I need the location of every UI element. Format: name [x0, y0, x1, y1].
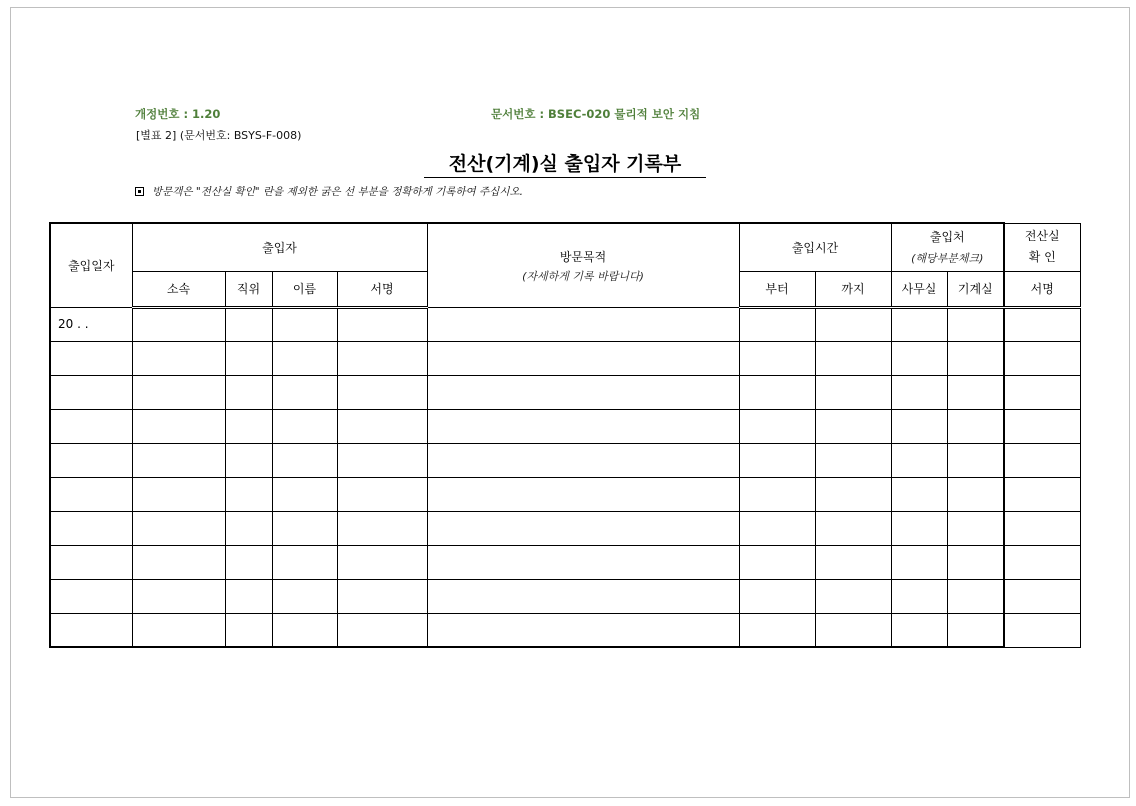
affiliation-cell[interactable] [132, 579, 225, 613]
signature-cell[interactable] [337, 477, 427, 511]
name-cell[interactable] [272, 307, 337, 341]
entry-date-cell[interactable] [50, 511, 132, 545]
time-from-cell[interactable] [739, 341, 815, 375]
page-title: 전산(기계)실 출입자 기록부 [424, 149, 706, 178]
notice-line [135, 184, 523, 199]
machine-room-check-cell[interactable] [947, 579, 1004, 613]
annex-label: [별표 2] (문서번호: BSYS-F-008) [136, 129, 302, 142]
signature-cell[interactable] [337, 341, 427, 375]
office-check-cell[interactable] [891, 375, 947, 409]
time-from-cell[interactable] [739, 579, 815, 613]
header-row-1 [50, 223, 1080, 271]
machine-room-check-cell[interactable] [947, 443, 1004, 477]
confirm-signature-cell[interactable] [1004, 307, 1080, 341]
affiliation-cell[interactable] [132, 477, 225, 511]
position-cell[interactable] [225, 579, 272, 613]
confirm-signature-cell[interactable] [1004, 477, 1080, 511]
entry-date-cell[interactable] [50, 477, 132, 511]
confirm-signature-cell[interactable] [1004, 579, 1080, 613]
name-cell[interactable] [272, 477, 337, 511]
bullet-square-icon [135, 187, 144, 196]
office-check-cell[interactable] [891, 579, 947, 613]
name-header: 이름 [272, 271, 337, 307]
office-check-cell[interactable] [891, 477, 947, 511]
signature-cell[interactable] [337, 375, 427, 409]
position-cell[interactable] [225, 545, 272, 579]
time-from-cell[interactable] [739, 477, 815, 511]
visitor-log-table [49, 222, 1081, 648]
visit-purpose-cell[interactable] [427, 579, 739, 613]
machine-room-header: 기계실 [947, 271, 1004, 307]
machine-room-check-cell[interactable] [947, 341, 1004, 375]
name-cell[interactable] [272, 511, 337, 545]
time-from-cell[interactable] [739, 443, 815, 477]
visit-purpose-cell[interactable] [427, 307, 739, 341]
visit-purpose-cell[interactable] [427, 613, 739, 647]
affiliation-cell[interactable] [132, 613, 225, 647]
entry-place-note: (해당부분체크) [911, 252, 984, 266]
name-cell[interactable] [272, 409, 337, 443]
confirm-line-1: 전산실 [1024, 229, 1060, 243]
document-reference: 문서번호 : BSEC-020 물리적 보안 지침 [491, 107, 701, 121]
log-row [50, 375, 1080, 409]
office-check-cell[interactable] [891, 443, 947, 477]
visitor-header: 출입자 [132, 223, 427, 271]
confirm-signature-cell[interactable] [1004, 443, 1080, 477]
position-cell[interactable] [225, 409, 272, 443]
machine-room-check-cell[interactable] [947, 409, 1004, 443]
entry-date-cell[interactable] [50, 613, 132, 647]
revision-number: 개정번호 : 1.20 [135, 107, 221, 121]
entry-date-header: 출입일자 [50, 223, 132, 307]
visit-purpose-header [427, 223, 739, 307]
affiliation-cell[interactable] [132, 443, 225, 477]
log-row [50, 443, 1080, 477]
log-row [50, 341, 1080, 375]
time-from-cell[interactable] [739, 375, 815, 409]
machine-room-check-cell[interactable] [947, 613, 1004, 647]
affiliation-cell[interactable] [132, 511, 225, 545]
entry-date-cell[interactable] [50, 409, 132, 443]
office-check-cell[interactable] [891, 307, 947, 341]
name-cell[interactable] [272, 375, 337, 409]
office-check-cell[interactable] [891, 341, 947, 375]
log-row [50, 409, 1080, 443]
signature-cell[interactable] [337, 443, 427, 477]
signature-cell[interactable] [337, 307, 427, 341]
name-cell[interactable] [272, 341, 337, 375]
entry-date-cell[interactable] [50, 579, 132, 613]
machine-room-check-cell[interactable] [947, 307, 1004, 341]
affiliation-cell[interactable] [132, 307, 225, 341]
entry-date-cell[interactable] [50, 375, 132, 409]
signature-cell[interactable] [337, 409, 427, 443]
position-cell[interactable] [225, 307, 272, 341]
visit-purpose-cell[interactable] [427, 477, 739, 511]
affiliation-cell[interactable] [132, 375, 225, 409]
position-cell[interactable] [225, 443, 272, 477]
entry-time-header: 출입시간 [739, 223, 891, 271]
time-from-cell[interactable] [739, 613, 815, 647]
machine-room-check-cell[interactable] [947, 375, 1004, 409]
office-check-cell[interactable] [891, 545, 947, 579]
time-to-header: 까지 [815, 271, 891, 307]
confirm-signature-cell[interactable] [1004, 375, 1080, 409]
entry-place-label: 출입처 [929, 230, 965, 245]
time-from-cell[interactable] [739, 545, 815, 579]
name-cell[interactable] [272, 613, 337, 647]
time-to-cell[interactable] [815, 443, 891, 477]
visit-purpose-cell[interactable] [427, 443, 739, 477]
time-to-cell[interactable] [815, 579, 891, 613]
machine-room-check-cell[interactable] [947, 477, 1004, 511]
entry-date-cell[interactable] [50, 443, 132, 477]
affiliation-cell[interactable] [132, 409, 225, 443]
time-from-cell[interactable] [739, 409, 815, 443]
signature-cell[interactable] [337, 613, 427, 647]
position-cell[interactable] [225, 511, 272, 545]
confirm-line-2: 확 인 [1028, 250, 1056, 264]
position-cell[interactable] [225, 375, 272, 409]
log-row [50, 477, 1080, 511]
time-to-cell[interactable] [815, 511, 891, 545]
name-cell[interactable] [272, 545, 337, 579]
position-header: 직위 [225, 271, 272, 307]
visit-purpose-cell[interactable] [427, 341, 739, 375]
affiliation-header: 소속 [132, 271, 225, 307]
visit-purpose-note: (자세하게 기록 바랍니다) [522, 269, 644, 283]
office-header: 사무실 [891, 271, 947, 307]
time-to-cell[interactable] [815, 477, 891, 511]
affiliation-cell[interactable] [132, 545, 225, 579]
visit-purpose-cell[interactable] [427, 409, 739, 443]
notice-text: 방문객은 "전산실 확인" 란을 제외한 굵은 선 부분을 정확하게 기록하여 주십시오. [152, 186, 523, 198]
affiliation-cell[interactable] [132, 341, 225, 375]
time-from-cell[interactable] [739, 511, 815, 545]
name-cell[interactable] [272, 443, 337, 477]
time-to-cell[interactable] [815, 613, 891, 647]
entry-date-cell[interactable]: 20 . . [50, 307, 132, 341]
time-from-header: 부터 [739, 271, 815, 307]
computer-room-confirm-header [1004, 223, 1080, 271]
entry-date-cell[interactable] [50, 545, 132, 579]
time-from-cell[interactable] [739, 307, 815, 341]
signature-cell[interactable] [337, 579, 427, 613]
time-to-cell[interactable] [815, 409, 891, 443]
office-check-cell[interactable] [891, 613, 947, 647]
name-cell[interactable] [272, 579, 337, 613]
visit-purpose-cell[interactable] [427, 375, 739, 409]
signature-header: 서명 [337, 271, 427, 307]
confirm-signature-cell[interactable] [1004, 341, 1080, 375]
visit-purpose-cell[interactable] [427, 511, 739, 545]
visit-purpose-label: 방문목적 [559, 249, 607, 264]
log-row [50, 545, 1080, 579]
confirm-signature-cell[interactable] [1004, 409, 1080, 443]
log-body [50, 307, 1080, 647]
log-row [50, 579, 1080, 613]
visit-purpose-cell[interactable] [427, 545, 739, 579]
machine-room-check-cell[interactable] [947, 545, 1004, 579]
confirm-signature-header: 서명 [1004, 271, 1080, 307]
time-to-cell[interactable] [815, 545, 891, 579]
entry-date-cell[interactable] [50, 341, 132, 375]
entry-place-header [891, 223, 1004, 271]
office-check-cell[interactable] [891, 409, 947, 443]
confirm-signature-cell[interactable] [1004, 511, 1080, 545]
time-to-cell[interactable] [815, 307, 891, 341]
log-row [50, 511, 1080, 545]
position-cell[interactable] [225, 477, 272, 511]
machine-room-check-cell[interactable] [947, 511, 1004, 545]
signature-cell[interactable] [337, 545, 427, 579]
confirm-signature-cell[interactable] [1004, 545, 1080, 579]
office-check-cell[interactable] [891, 511, 947, 545]
signature-cell[interactable] [337, 511, 427, 545]
confirm-signature-cell[interactable] [1004, 613, 1080, 647]
log-row [50, 613, 1080, 647]
position-cell[interactable] [225, 341, 272, 375]
position-cell[interactable] [225, 613, 272, 647]
time-to-cell[interactable] [815, 375, 891, 409]
time-to-cell[interactable] [815, 341, 891, 375]
log-row [50, 307, 1080, 341]
